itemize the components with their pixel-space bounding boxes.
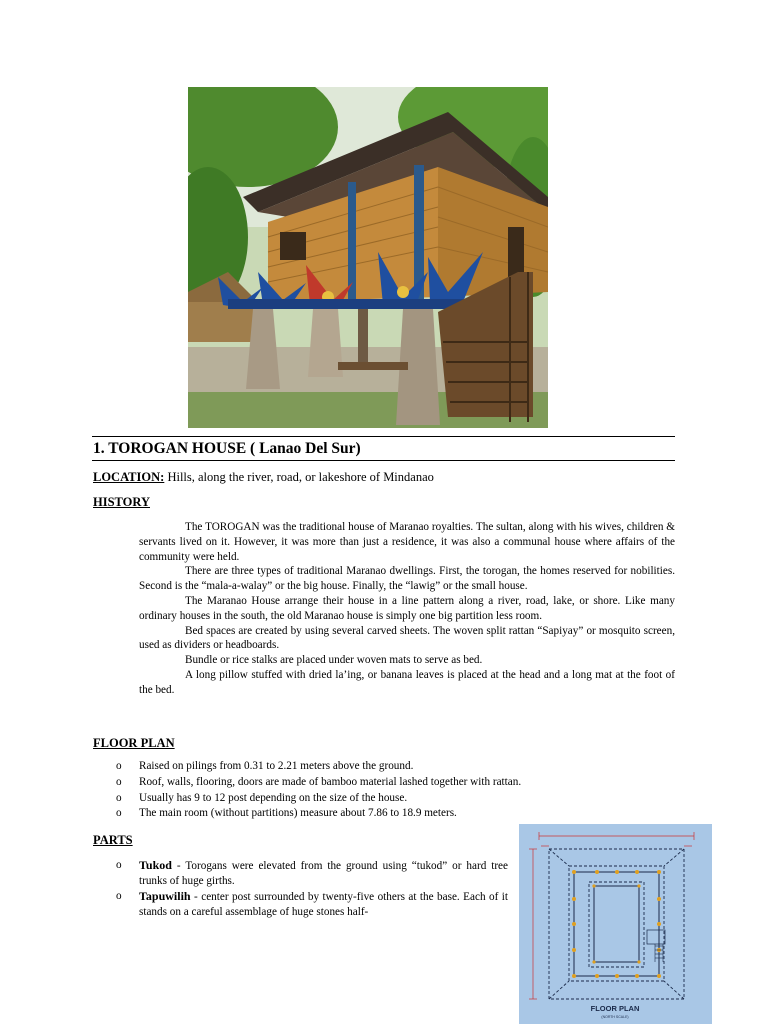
part-description: - center post surrounded by twenty-five others at the base. Each of it stands on a careful assemblage of huge stones half- [139,891,508,918]
bullet-icon: o [116,859,122,871]
location-text: Hills, along the river, road, or lakeshore of Mindanao [164,470,434,484]
list-item: o Roof, walls, flooring, doors are made of bamboo material lashed together with rattan. [116,775,676,791]
list-item: o The main room (without partitions) measure about 7.86 to 18.9 meters. [116,806,676,822]
title-rule-bottom [92,460,675,461]
floor-plan-image [519,824,712,1024]
bullet-icon: o [116,791,122,804]
title-rule-top [92,436,675,437]
floor-plan-caption: FLOOR PLAN [590,1004,640,1013]
part-term: Tukod [139,858,172,872]
bullet-icon: o [116,807,122,820]
history-paragraph: The Maranao House arrange their house in a line pattern along a river, road, lake, or shore. Like many ordinary houses in the south, the old Maranao house is simply one big partition less room. [139,594,675,622]
history-paragraph: There are three types of traditional Maranao dwellings. First, the torogan, the homes reserved for nobilities. Second is the “mala-a-walay” or the big house. Finally, the “lawig” or the small house. [139,565,675,593]
list-item [116,889,508,920]
history-paragraph: Bundle or rice stalks are placed under woven mats to serve as bed. [185,654,483,667]
floor-plan-subcaption: (NORTH SCALE) [601,1015,629,1019]
history-heading: HISTORY [93,495,150,509]
list-item: o Usually has 9 to 12 post depending on the size of the house. [116,791,676,807]
parts-heading: PARTS [93,833,133,847]
history-paragraph: The TOROGAN was the traditional house of Maranao royalties. The sultan, along with his wives, children & servants lived on it. However, it was more than just a residence, it was also a communal house where affairs of the community were held. [139,521,675,563]
list-item: o Raised on pilings from 0.31 to 2.21 meters above the ground. [116,759,676,775]
history-paragraph: Bed spaces are created by using several carved sheets. The woven split rattan “Sapiyay” or mosquito screen, used as dividers or headboards. [139,624,675,652]
bullet-icon: o [116,760,122,772]
history-paragraph: A long pillow stuffed with dried la’ing, or banana leaves is placed at the head and a long mat at the foot of the bed. [139,668,675,696]
location-line [93,470,434,485]
parts-list [116,858,508,920]
bullet-icon: o [116,775,122,788]
history-text [139,520,675,698]
location-label: LOCATION: [93,470,165,484]
floor-plan-heading: FLOOR PLAN [93,736,175,750]
list-item [116,858,508,889]
torogan-house-photo [188,87,548,428]
part-description: - Torogans were elevated from the ground using “tukod” or hard tree trunks of huge girths. [139,860,508,887]
bullet-icon: o [116,890,122,902]
floor-plan-list [116,759,676,822]
page-title: 1. TOROGAN HOUSE ( Lanao Del Sur) [93,440,361,457]
part-term: Tapuwilih [139,889,191,903]
